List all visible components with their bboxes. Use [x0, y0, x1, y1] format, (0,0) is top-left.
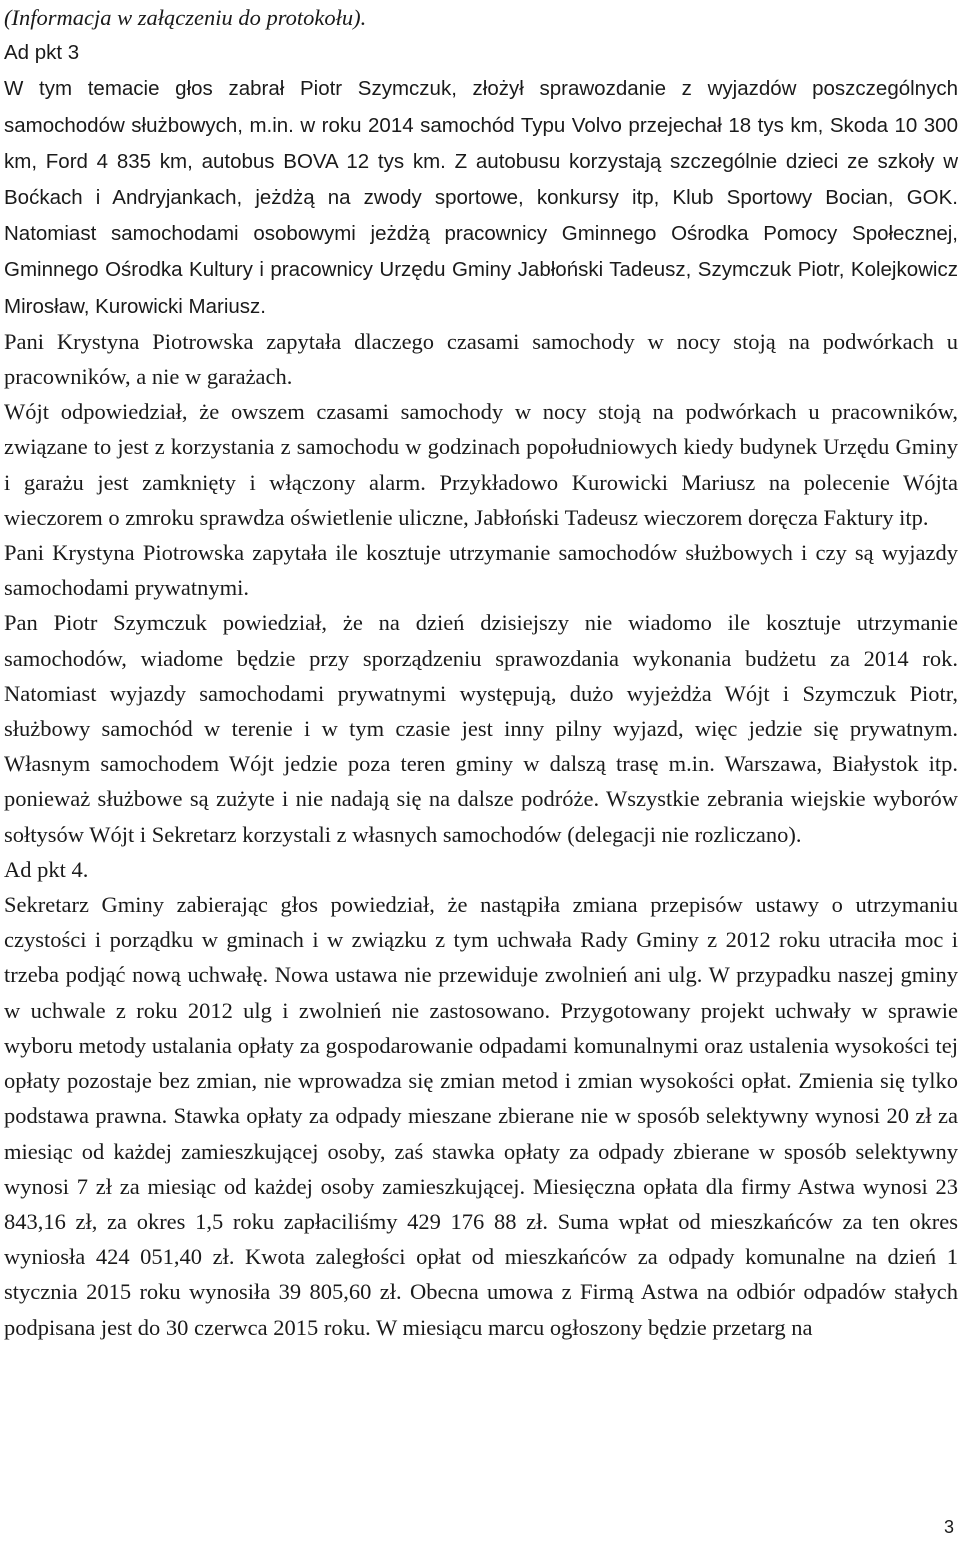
paragraph-vehicle-report — [4, 70, 958, 323]
paragraph-mayor-answer: Wójt odpowiedział, że owszem czasami samochody w nocy stoją na podwórkach u pracowników, związane to jest z korzystania z samochodu w godzinach popołudniowych kiedy budynek Urzędu Gminy i garażu jest zamknięty i włączony alarm. Przykładowo Kurowicki Mariusz na polecenie Wójta wieczorem o zmroku sprawdza oświetlenie uliczne, Jabłoński Tadeusz wieczorem doręcza Faktury itp. — [4, 399, 958, 530]
paragraph-question-costs: Pani Krystyna Piotrowska zapytała ile kosztuje utrzymanie samochodów służbowych i czy są wyjazdy samochodami prywatnymi. — [4, 540, 958, 601]
paragraph-question-garages: Pani Krystyna Piotrowska zapytała dlaczego czasami samochody w nocy stoją na podwórkach u pracowników, a nie w garażach. — [4, 328, 958, 390]
attachment-note: (Informacja w załączeniu do protokołu). — [4, 5, 367, 30]
paragraph-waste-resolution: Sekretarz Gminy zabierając głos powiedział, że nastąpiła zmiana przepisów ustawy o utrzymaniu czystości i porządku w gminach i w związku z tym uchwała Rady Gminy z 2012 roku utraciła moc i trzeba podjąć nową uchwałę. Nowa ustawa nie przewiduje zwolnień ani ulg. W przypadku naszej gminy w uchwale z roku 2012 ulg i zwolnień nie zastosowano. Przygotowany projekt uchwały w sprawie wyboru metody ustalania opłaty za gospodarowanie odpadami komunalnymi oraz ustalenia wysokości tej opłaty pozostaje bez zmian, nie wprowadza się zmian metod i zmian wysokości opłat. Zmienia się tylko podstawa prawna. Stawka opłaty za odpady mieszane zbierane nie w sposób selektywny wynosi 20 zł za miesiąc od każdej zamieszkującej osoby, zaś stawka opłaty za odpady zbierane w sposób selektywny wynosi 7 zł za miesiąc od każdej osoby zamieszkującej. Miesięczna opłata dla firmy Astwa wynosi 23 843,16 zł, za okres 1,5 roku zapłaciliśmy 429 176 88 zł. Suma wpłat od mieszkańców za ten okres wyniosła 424 051,40 zł. Kwota zaległości opłat od mieszkańców za odpady komunalne na dzień 1 stycznia 2015 roku wynosiła 39 805,60 zł. Obecna umowa z Firmą Astwa na odbiór odpadów stałych podpisana jest do 30 czerwca 2015 roku. W miesiącu marcu ogłoszony będzie przetarg na — [4, 892, 958, 1340]
page-number: 3 — [943, 1517, 954, 1537]
document-body — [4, 0, 958, 1345]
agenda-item-heading-4: Ad pkt 4. — [4, 856, 89, 882]
paragraph-vehicle-report-part-b: Natomiast samochodami osobowymi jeżdżą pracownicy Gminnego Ośrodka Pomocy Społecznej, Gminnego Ośrodka Kultury i pracownicy Urzędu Gminy Jabłoński Tadeusz, Szymczuk Piotr, Kolejkowicz Mirosław, Kurowicki Mariusz. — [4, 222, 958, 318]
paragraph-vehicle-report-part-a: W tym temacie głos zabrał Piotr Szymczuk, złożył sprawozdanie z wyjazdów poszczególnych samochodów służbowych, m.in. w roku 2014 samochód Typu Volvo przejechał 18 tys km, Skoda 10 300 km, Ford 4 835 km, autobus BOVA 12 tys km. Z autobusu korzystają szczególnie dzieci ze szkoły w Boćkach i Andryjankach, jeżdżą na zwody sportowe, konkursy itp, Klub Sportowy Bocian, GOK. — [4, 77, 958, 210]
paragraph-costs-answer: Pan Piotr Szymczuk powiedział, że na dzień dzisiejszy nie wiadomo ile kosztuje utrzymanie samochodów, wiadome będzie przy sporządzeniu sprawozdania wykonania budżetu za 2014 rok. Natomiast wyjazdy samochodami prywatnymi występują, dużo wyjeżdża Wójt i Szymczuk Piotr, służbowy samochód w terenie i w tym czasie jest inny pilny wyjazd, więc jedzie się prywatnym. Własnym samochodem Wójt jedzie poza teren gminy w dalszą trasę m.in. Warszawa, Białystok itp. ponieważ służbowe są zużyte i nie nadają się na dalsze podróże. Wszystkie zebrania wiejskie wyborów sołtysów Wójt i Sekretarz korzystali z własnych samochodów (delegacji nie rozliczano). — [4, 610, 958, 847]
agenda-item-heading-3: Ad pkt 3 — [4, 41, 80, 65]
